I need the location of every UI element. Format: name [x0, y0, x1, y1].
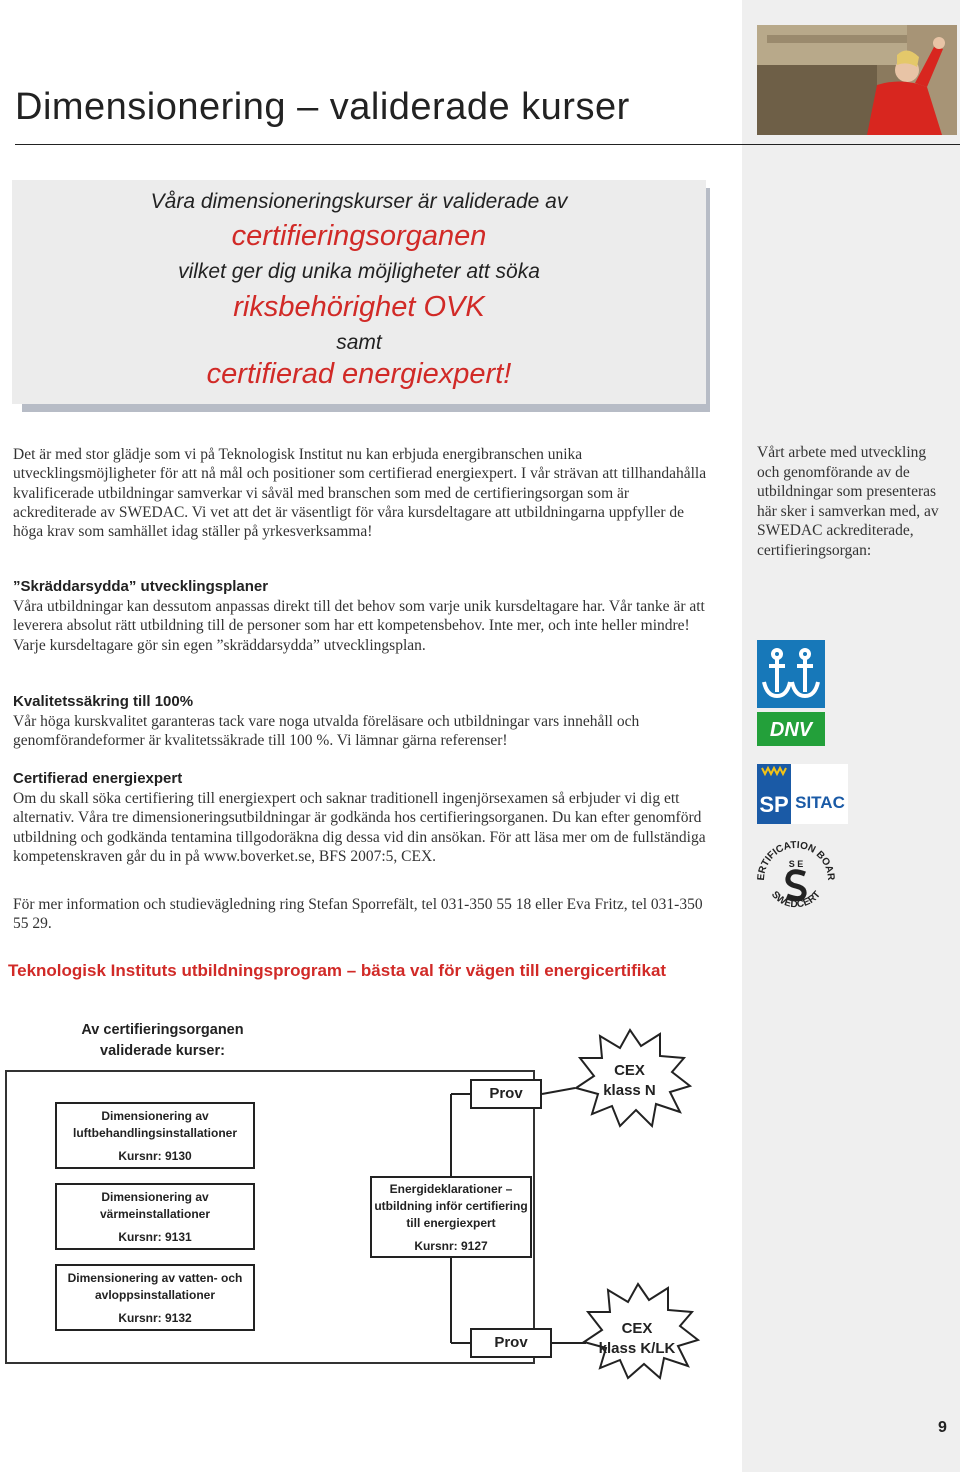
course-flow-diagram — [0, 1000, 742, 1380]
swedcert-logo — [754, 836, 838, 920]
section-heading: ”Skräddarsydda” utvecklingsplaner — [13, 578, 269, 595]
sp-text: SP — [759, 792, 789, 817]
flow-heading-line-2: validerade kurser: — [100, 1043, 225, 1059]
course-name: Dimensionering av vatten- och avloppsinstallationer — [67, 1271, 243, 1302]
cex-n-line-2: klass N — [603, 1082, 656, 1099]
callout-line-4: riksbehörighet OVK — [233, 291, 485, 323]
course-number: Kursnr: 9131 — [118, 1230, 192, 1244]
sp-sitac-logo — [757, 764, 848, 824]
course-number: Kursnr: 9127 — [414, 1239, 488, 1253]
course-name: Energideklarationer – utbildning inför certifiering till energiexpert — [374, 1182, 528, 1230]
cex-klk-line-1: CEX — [621, 1320, 653, 1337]
flow-heading-line-1: Av certifieringsorganen — [81, 1022, 244, 1038]
dnv-logo-text: DNV — [769, 719, 813, 741]
worker-photo — [757, 25, 957, 135]
page-title: Dimensionering – validerade kurser — [15, 86, 630, 128]
program-title: Teknologisk Instituts utbildningsprogram – bästa val för vägen till energicertifikat — [8, 961, 667, 980]
section-text: Våra utbildningar kan dessutom anpassas direkt till det behov som varje unik kursdeltagare har. Vår tanke är att leverera absolut rätt utbildning till de personer som har ett kompetensbehov. Inte mer, och inte heller mindre! Varje kursdeltagare gör sin egen ”skräddarsydda” utvecklingsplan. — [13, 598, 705, 654]
section-text: Om du skall söka certifiering till energiexpert och saknar traditionell ingenjörsexamen så erbjuder vi dig ett alternativ. Våra tre dimensioneringsutbildningar är godkända hos certifieringsorganen. Du kan efter genomförd utbildning och godkända tentamina tillgodoräkna dig dessa vid din ansökan. För att läsa mer om de fullständiga kompetenskraven går du in på www.boverket.se, BFS 2007:5, CEX. — [13, 790, 706, 865]
callout-box — [12, 180, 706, 404]
sitac-text: SITAC — [795, 793, 845, 812]
callout-line-6: certifierad energiexpert! — [206, 358, 512, 390]
course-number: Kursnr: 9130 — [118, 1149, 192, 1163]
callout-line-5: samt — [336, 331, 382, 354]
course-box-9131 — [55, 1183, 255, 1250]
section-quality — [13, 692, 718, 751]
page-number: 9 — [938, 1419, 947, 1436]
section-text: Vår höga kurskvalitet garanteras tack vare noga utvalda föreläsare och utbildningar vars innehåll och genomförandeformer är kvalitetssäkrade till 100 %. Vi lämnar gärna referenser! — [13, 713, 640, 750]
intro-paragraph: Det är med stor glädje som vi på Teknologisk Institut nu kan erbjuda energibranschen unika utvecklingsmöjligheter för att nå mål och positioner som certifierad energiexpert. I vår strävan att tillhandahålla kvalificerade utbildningar samverkar vi såväl med branschen som med de certifieringsorgan som är ackrediterade av SWEDAC. Vi vet att det är väsentligt för våra kursdeltagare att utbildningarna uppfyller de höga krav som samhället idag ställer på yrkesverksamma! — [13, 446, 707, 541]
section-heading: Kvalitetssäkring till 100% — [13, 693, 194, 710]
callout-line-3: vilket ger dig unika möjligheter att söka — [178, 260, 540, 283]
section-heading: Certifierad energiexpert — [13, 770, 183, 787]
sidebar-text: Vårt arbete med utveckling och genomförande av de utbildningar som presenteras här sker i samverkan med, av SWEDAC ackrediterade, certifieringsorgan: — [757, 444, 939, 559]
section-tailored-plans — [13, 577, 718, 655]
swedcert-letters: S E — [788, 859, 804, 869]
prov-box-top: Prov — [470, 1079, 542, 1109]
course-number: Kursnr: 9132 — [118, 1311, 192, 1325]
cex-klk-label — [582, 1319, 692, 1359]
course-box-9127 — [370, 1176, 532, 1258]
callout-line-1: Våra dimensioneringskurser är validerade av — [150, 190, 568, 213]
title-divider — [15, 144, 960, 145]
swedcert-top-text: ERTIFICATION BOAR — [755, 839, 837, 881]
swedcert-bottom-text: SWEDCERT — [769, 889, 823, 911]
course-box-9130 — [55, 1102, 255, 1169]
cex-klk-line-2: klass K/LK — [598, 1340, 676, 1357]
prov-box-bottom: Prov — [470, 1328, 552, 1358]
contact-paragraph: För mer information och studievägledning ring Stefan Sporrefält, tel 031-350 55 18 eller Eva Fritz, tel 031-350 55 29. — [13, 896, 703, 933]
course-name: Dimensionering av luftbehandlingsinstallationer — [72, 1109, 237, 1140]
callout-line-2: certifieringsorganen — [231, 220, 487, 252]
course-box-9132 — [55, 1264, 255, 1331]
section-energy-expert — [13, 769, 718, 866]
cex-n-line-1: CEX — [614, 1062, 645, 1079]
dnv-logo — [757, 640, 825, 746]
course-name: Dimensionering av värmeinstallationer — [99, 1190, 211, 1221]
cex-n-label — [572, 1061, 687, 1101]
